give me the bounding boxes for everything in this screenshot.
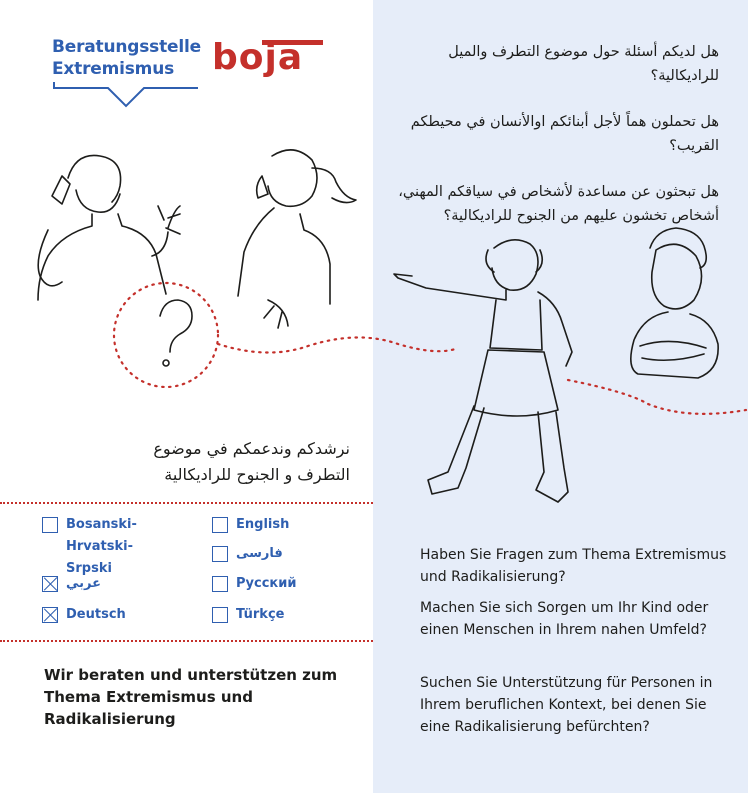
lang-label: Bosanski-Hrvatski-Srpski [66,517,137,576]
lang-option-bks[interactable] [42,514,182,580]
german-question-1: Haben Sie Fragen zum Thema Extremismus und Radikalisierung? [420,547,727,585]
lang-label: Русский [236,576,297,591]
lang-option-arabic[interactable] [42,573,101,595]
lang-option-turkish[interactable] [212,604,284,626]
checkbox-empty-icon[interactable] [212,576,228,592]
arabic-question-3: هل تبحثون عن مساعدة لأشخاص في سياقكم المهني، أشخاص تخشون عليهم من الجنوح للراديكالية؟ [398,184,719,224]
checkbox-checked-icon[interactable] [42,576,58,592]
logo-boja: boja [212,37,304,78]
lang-option-deutsch[interactable] [42,604,126,626]
lang-option-russian[interactable] [212,573,296,595]
logo-line-1: Beratungsstelle [52,37,201,57]
lang-option-farsi[interactable] [212,543,283,565]
lang-label: فارسی [236,546,283,561]
lang-label: Türkçe [236,607,285,622]
arabic-intro-text: نرشدكم وندعمكم في موضوع التطرف و الجنوح للراديكالية [153,439,350,484]
lang-label: Deutsch [66,607,126,622]
checkbox-empty-icon[interactable] [42,517,58,533]
checkbox-empty-icon[interactable] [212,546,228,562]
bottom-heading: Wir beraten und unterstützen zum Thema Extremismus und Radikalisierung [44,666,338,728]
arabic-question-1: هل لديكم أسئلة حول موضوع التطرف والميل للراديكالية؟ [448,44,719,84]
arabic-question-2: هل تحملون هماً لأجل أبنائكم اوالأنسان في محيطكم القريب؟ [410,114,719,154]
divider-top [0,502,373,504]
lang-label: English [236,517,290,532]
german-question-2: Machen Sie sich Sorgen um Ihr Kind oder einen Menschen in Ihrem nahen Umfeld? [420,600,709,638]
lang-label: عربي [66,576,102,591]
checkbox-checked-icon[interactable] [42,607,58,623]
divider-bottom [0,640,373,642]
checkbox-empty-icon[interactable] [212,517,228,533]
logo-line-2: Extremismus [52,59,175,79]
speech-bubble-frame-icon [48,82,248,112]
german-question-3: Suchen Sie Unterstützung für Personen in Ihrem beruflichen Kontext, bei denen Sie eine Radikalisierung befürchten? [420,675,713,735]
lang-option-english[interactable] [212,514,289,536]
checkbox-empty-icon[interactable] [212,607,228,623]
